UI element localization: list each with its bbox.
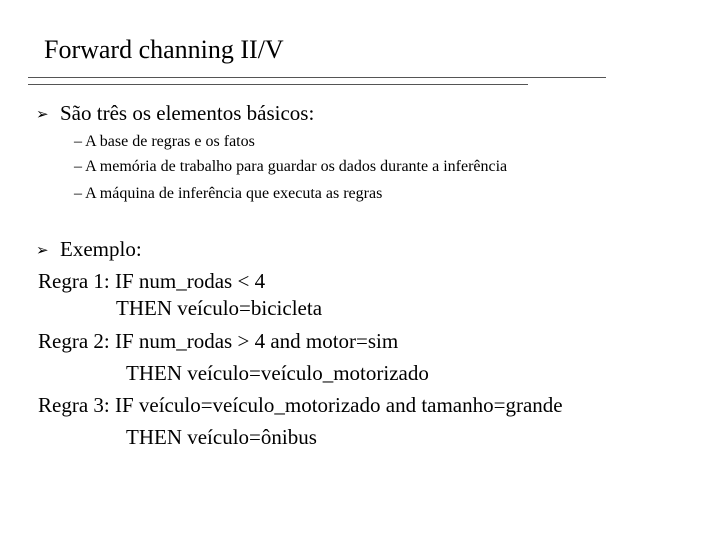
sub-item-inference-engine: – A máquina de inferência que executa as regras bbox=[74, 185, 383, 202]
rule-2-conclusion: THEN veículo=veículo_motorizado bbox=[126, 361, 429, 385]
title-underline-short bbox=[28, 84, 528, 85]
rule-1-conclusion: THEN veículo=bicicleta bbox=[116, 296, 323, 320]
rule-1-condition: Regra 1: IF num_rodas < 4 bbox=[38, 269, 266, 293]
bullet-elements-heading: São três os elementos básicos: bbox=[60, 101, 315, 125]
rule-3-condition: Regra 3: IF veículo=veículo_motorizado and tamanho=grande bbox=[38, 393, 563, 417]
arrow-bullet-icon: ➢ bbox=[36, 241, 49, 259]
title-underline-long bbox=[28, 77, 606, 78]
arrow-bullet-icon: ➢ bbox=[36, 105, 49, 123]
sub-item-working-memory: – A memória de trabalho para guardar os dados durante a inferência bbox=[74, 158, 508, 175]
sub-item-rule-base: – A base de regras e os fatos bbox=[74, 133, 255, 150]
rule-2-condition: Regra 2: IF num_rodas > 4 and motor=sim bbox=[38, 329, 399, 353]
rule-3-conclusion: THEN veículo=ônibus bbox=[126, 425, 317, 449]
bullet-example-heading: Exemplo: bbox=[60, 237, 142, 261]
slide-title: Forward channing II/V bbox=[44, 35, 284, 64]
